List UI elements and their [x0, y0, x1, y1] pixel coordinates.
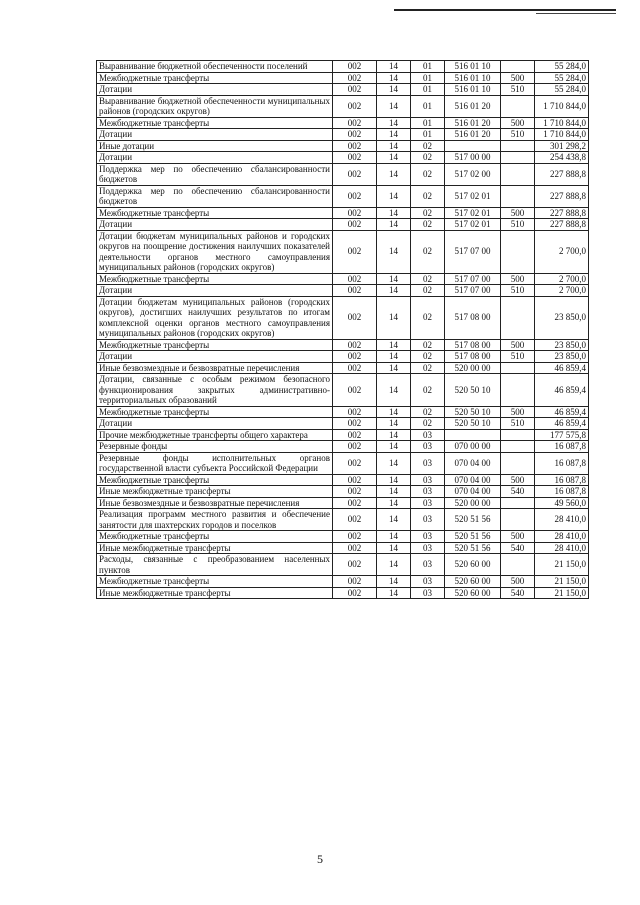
table-row [97, 362, 589, 374]
row-subsection-cell: 03 [411, 554, 445, 576]
row-amount-cell: 55 284,0 [535, 84, 589, 96]
row-target-article-cell: 517 07 00 [445, 273, 501, 285]
row-amount-cell: 1 710 844,0 [535, 95, 589, 117]
row-section-cell: 14 [377, 429, 411, 441]
row-subsection-cell: 01 [411, 117, 445, 129]
row-subsection-cell: 02 [411, 374, 445, 407]
row-expense-type-cell: 500 [501, 576, 535, 588]
row-amount-cell: 46 859,4 [535, 362, 589, 374]
row-expense-type-cell: 500 [501, 207, 535, 219]
row-expense-type-cell: 540 [501, 542, 535, 554]
row-ved-cell: 002 [333, 486, 377, 498]
row-subsection-cell: 02 [411, 219, 445, 231]
row-target-article-cell: 517 07 00 [445, 230, 501, 273]
row-name-cell: Поддержка мер по обеспечению сбалансированности бюджетов [97, 163, 333, 185]
row-target-article-cell: 516 01 10 [445, 72, 501, 84]
table-row [97, 509, 589, 531]
row-target-article-cell: 516 01 20 [445, 95, 501, 117]
row-ved-cell: 002 [333, 95, 377, 117]
table-row [97, 163, 589, 185]
row-ved-cell: 002 [333, 474, 377, 486]
budget-table [96, 60, 589, 599]
row-subsection-cell: 01 [411, 84, 445, 96]
row-target-article-cell [445, 140, 501, 152]
row-name-cell: Межбюджетные трансферты [97, 339, 333, 351]
row-amount-cell: 21 150,0 [535, 554, 589, 576]
row-expense-type-cell [501, 152, 535, 164]
row-target-article-cell: 070 04 00 [445, 452, 501, 474]
page-number: 5 [317, 852, 323, 866]
row-amount-cell: 16 087,8 [535, 486, 589, 498]
row-amount-cell: 16 087,8 [535, 441, 589, 453]
row-amount-cell: 1 710 844,0 [535, 117, 589, 129]
row-target-article-cell: 520 50 10 [445, 406, 501, 418]
row-amount-cell: 227 888,8 [535, 219, 589, 231]
row-ved-cell: 002 [333, 140, 377, 152]
row-amount-cell: 28 410,0 [535, 509, 589, 531]
row-section-cell: 14 [377, 117, 411, 129]
row-expense-type-cell [501, 497, 535, 509]
table-row [97, 140, 589, 152]
table-row [97, 273, 589, 285]
row-section-cell: 14 [377, 374, 411, 407]
row-subsection-cell: 02 [411, 140, 445, 152]
row-amount-cell: 46 859,4 [535, 374, 589, 407]
row-ved-cell: 002 [333, 374, 377, 407]
row-section-cell: 14 [377, 497, 411, 509]
row-target-article-cell [445, 429, 501, 441]
row-expense-type-cell [501, 230, 535, 273]
row-name-cell: Дотации [97, 285, 333, 297]
row-ved-cell: 002 [333, 285, 377, 297]
row-target-article-cell: 517 02 00 [445, 163, 501, 185]
table-row [97, 296, 589, 339]
row-subsection-cell: 02 [411, 285, 445, 297]
table-body [97, 61, 589, 599]
header-rule-thin [536, 13, 616, 14]
row-section-cell: 14 [377, 285, 411, 297]
row-ved-cell: 002 [333, 429, 377, 441]
table-row [97, 72, 589, 84]
row-expense-type-cell [501, 296, 535, 339]
row-ved-cell: 002 [333, 219, 377, 231]
row-target-article-cell: 517 08 00 [445, 351, 501, 363]
row-ved-cell: 002 [333, 351, 377, 363]
row-section-cell: 14 [377, 95, 411, 117]
row-expense-type-cell: 500 [501, 339, 535, 351]
row-subsection-cell: 02 [411, 273, 445, 285]
row-ved-cell: 002 [333, 406, 377, 418]
row-expense-type-cell [501, 374, 535, 407]
row-amount-cell: 1 710 844,0 [535, 129, 589, 141]
row-section-cell: 14 [377, 61, 411, 73]
row-section-cell: 14 [377, 542, 411, 554]
row-subsection-cell: 03 [411, 542, 445, 554]
row-name-cell: Иные безвозмездные и безвозвратные перечисления [97, 362, 333, 374]
row-expense-type-cell: 500 [501, 72, 535, 84]
row-name-cell: Дотации, связанные с особым режимом безопасного функционирования закрытых административно-территориальных образований [97, 374, 333, 407]
row-amount-cell: 227 888,8 [535, 185, 589, 207]
row-name-cell: Реализация программ местного развития и обеспечение занятости для шахтерских городов и поселков [97, 509, 333, 531]
row-expense-type-cell: 510 [501, 351, 535, 363]
row-section-cell: 14 [377, 576, 411, 588]
row-name-cell: Иные межбюджетные трансферты [97, 486, 333, 498]
table-row [97, 117, 589, 129]
row-subsection-cell: 02 [411, 339, 445, 351]
row-expense-type-cell [501, 452, 535, 474]
row-subsection-cell: 02 [411, 362, 445, 374]
row-section-cell: 14 [377, 163, 411, 185]
row-expense-type-cell [501, 362, 535, 374]
row-amount-cell: 254 438,8 [535, 152, 589, 164]
row-target-article-cell: 517 02 01 [445, 185, 501, 207]
table-row [97, 406, 589, 418]
row-name-cell: Резервные фонды [97, 441, 333, 453]
row-name-cell: Иные дотации [97, 140, 333, 152]
row-name-cell: Дотации [97, 219, 333, 231]
row-target-article-cell: 517 08 00 [445, 296, 501, 339]
row-ved-cell: 002 [333, 185, 377, 207]
row-expense-type-cell: 510 [501, 129, 535, 141]
row-target-article-cell: 517 08 00 [445, 339, 501, 351]
row-name-cell: Дотации [97, 418, 333, 430]
row-subsection-cell: 02 [411, 351, 445, 363]
row-section-cell: 14 [377, 587, 411, 599]
row-name-cell: Прочие межбюджетные трансферты общего характера [97, 429, 333, 441]
row-section-cell: 14 [377, 486, 411, 498]
row-target-article-cell: 520 60 00 [445, 576, 501, 588]
row-amount-cell: 177 575,8 [535, 429, 589, 441]
row-expense-type-cell: 500 [501, 406, 535, 418]
row-target-article-cell: 516 01 20 [445, 117, 501, 129]
row-section-cell: 14 [377, 441, 411, 453]
table-row [97, 339, 589, 351]
table-row [97, 185, 589, 207]
row-section-cell: 14 [377, 452, 411, 474]
row-section-cell: 14 [377, 296, 411, 339]
row-target-article-cell: 517 02 01 [445, 207, 501, 219]
row-amount-cell: 55 284,0 [535, 72, 589, 84]
row-amount-cell: 227 888,8 [535, 163, 589, 185]
row-section-cell: 14 [377, 140, 411, 152]
row-section-cell: 14 [377, 509, 411, 531]
row-ved-cell: 002 [333, 163, 377, 185]
row-section-cell: 14 [377, 152, 411, 164]
row-target-article-cell: 520 00 00 [445, 362, 501, 374]
row-section-cell: 14 [377, 362, 411, 374]
row-section-cell: 14 [377, 273, 411, 285]
row-target-article-cell: 520 00 00 [445, 497, 501, 509]
row-subsection-cell: 02 [411, 163, 445, 185]
row-name-cell: Дотации [97, 351, 333, 363]
table-row [97, 497, 589, 509]
header-rule [394, 9, 616, 11]
row-ved-cell: 002 [333, 339, 377, 351]
row-section-cell: 14 [377, 418, 411, 430]
table-row [97, 152, 589, 164]
row-target-article-cell: 070 00 00 [445, 441, 501, 453]
row-expense-type-cell: 510 [501, 285, 535, 297]
row-name-cell: Межбюджетные трансферты [97, 576, 333, 588]
row-ved-cell: 002 [333, 587, 377, 599]
table-row [97, 554, 589, 576]
row-subsection-cell: 02 [411, 152, 445, 164]
row-amount-cell: 21 150,0 [535, 587, 589, 599]
table-row [97, 587, 589, 599]
row-name-cell: Расходы, связанные с преобразованием населенных пунктов [97, 554, 333, 576]
row-target-article-cell: 516 01 20 [445, 129, 501, 141]
row-section-cell: 14 [377, 84, 411, 96]
row-subsection-cell: 01 [411, 129, 445, 141]
row-target-article-cell: 516 01 10 [445, 61, 501, 73]
row-name-cell: Межбюджетные трансферты [97, 207, 333, 219]
row-ved-cell: 002 [333, 152, 377, 164]
row-amount-cell: 21 150,0 [535, 576, 589, 588]
row-name-cell: Резервные фонды исполнительных органов государственной власти субъекта Российской Федерации [97, 452, 333, 474]
row-subsection-cell: 03 [411, 531, 445, 543]
row-target-article-cell: 517 00 00 [445, 152, 501, 164]
row-expense-type-cell [501, 61, 535, 73]
row-subsection-cell: 02 [411, 296, 445, 339]
table-row [97, 285, 589, 297]
row-target-article-cell: 070 04 00 [445, 474, 501, 486]
row-amount-cell: 16 087,8 [535, 474, 589, 486]
table-row [97, 84, 589, 96]
table-row [97, 374, 589, 407]
row-section-cell: 14 [377, 531, 411, 543]
row-name-cell: Выравнивание бюджетной обеспеченности муниципальных районов (городских округов) [97, 95, 333, 117]
row-ved-cell: 002 [333, 531, 377, 543]
row-target-article-cell: 520 60 00 [445, 554, 501, 576]
row-amount-cell: 28 410,0 [535, 531, 589, 543]
row-ved-cell: 002 [333, 441, 377, 453]
row-name-cell: Межбюджетные трансферты [97, 72, 333, 84]
row-ved-cell: 002 [333, 61, 377, 73]
row-expense-type-cell [501, 441, 535, 453]
row-name-cell: Дотации бюджетам муниципальных районов и городских округов на поощрение достижения наилучших показателей деятельности органов местного самоуправления муниципальных районов (городских округов) [97, 230, 333, 273]
row-expense-type-cell [501, 140, 535, 152]
row-subsection-cell: 03 [411, 576, 445, 588]
row-expense-type-cell [501, 429, 535, 441]
row-ved-cell: 002 [333, 296, 377, 339]
row-subsection-cell: 02 [411, 230, 445, 273]
table-row [97, 95, 589, 117]
row-expense-type-cell [501, 554, 535, 576]
row-ved-cell: 002 [333, 509, 377, 531]
row-expense-type-cell: 500 [501, 531, 535, 543]
table-row [97, 230, 589, 273]
row-amount-cell: 2 700,0 [535, 285, 589, 297]
row-section-cell: 14 [377, 351, 411, 363]
table-row [97, 418, 589, 430]
row-subsection-cell: 01 [411, 72, 445, 84]
row-section-cell: 14 [377, 230, 411, 273]
row-subsection-cell: 01 [411, 95, 445, 117]
table-row [97, 441, 589, 453]
row-expense-type-cell [501, 185, 535, 207]
row-subsection-cell: 03 [411, 486, 445, 498]
row-ved-cell: 002 [333, 207, 377, 219]
row-ved-cell: 002 [333, 117, 377, 129]
row-expense-type-cell: 500 [501, 273, 535, 285]
row-name-cell: Иные межбюджетные трансферты [97, 587, 333, 599]
row-amount-cell: 28 410,0 [535, 542, 589, 554]
table-row [97, 576, 589, 588]
row-name-cell: Иные межбюджетные трансферты [97, 542, 333, 554]
row-target-article-cell: 520 60 00 [445, 587, 501, 599]
row-section-cell: 14 [377, 72, 411, 84]
row-expense-type-cell: 500 [501, 117, 535, 129]
row-target-article-cell: 520 51 56 [445, 509, 501, 531]
row-subsection-cell: 03 [411, 509, 445, 531]
row-subsection-cell: 03 [411, 474, 445, 486]
table-row [97, 61, 589, 73]
row-section-cell: 14 [377, 207, 411, 219]
row-ved-cell: 002 [333, 554, 377, 576]
row-expense-type-cell: 510 [501, 84, 535, 96]
row-name-cell: Дотации [97, 129, 333, 141]
row-section-cell: 14 [377, 339, 411, 351]
row-ved-cell: 002 [333, 129, 377, 141]
row-name-cell: Межбюджетные трансферты [97, 474, 333, 486]
row-ved-cell: 002 [333, 230, 377, 273]
table-row [97, 531, 589, 543]
row-amount-cell: 46 859,4 [535, 418, 589, 430]
row-subsection-cell: 03 [411, 452, 445, 474]
row-expense-type-cell: 540 [501, 587, 535, 599]
row-amount-cell: 23 850,0 [535, 296, 589, 339]
row-expense-type-cell: 510 [501, 418, 535, 430]
row-amount-cell: 46 859,4 [535, 406, 589, 418]
row-amount-cell: 301 298,2 [535, 140, 589, 152]
row-name-cell: Межбюджетные трансферты [97, 117, 333, 129]
row-name-cell: Поддержка мер по обеспечению сбалансированности бюджетов [97, 185, 333, 207]
row-section-cell: 14 [377, 406, 411, 418]
row-target-article-cell: 520 51 56 [445, 542, 501, 554]
row-name-cell: Дотации [97, 84, 333, 96]
row-subsection-cell: 03 [411, 497, 445, 509]
row-name-cell: Иные безвозмездные и безвозвратные перечисления [97, 497, 333, 509]
row-target-article-cell: 516 01 10 [445, 84, 501, 96]
row-name-cell: Дотации [97, 152, 333, 164]
row-name-cell: Выравнивание бюджетной обеспеченности поселений [97, 61, 333, 73]
row-target-article-cell: 070 04 00 [445, 486, 501, 498]
row-name-cell: Дотации бюджетам муниципальных районов (городских округов), достигших наилучших результатов по итогам комплексной оценки органов местного самоуправления муниципальных районов (городских округов) [97, 296, 333, 339]
row-ved-cell: 002 [333, 273, 377, 285]
row-name-cell: Межбюджетные трансферты [97, 531, 333, 543]
row-target-article-cell: 517 02 01 [445, 219, 501, 231]
row-ved-cell: 002 [333, 542, 377, 554]
row-name-cell: Межбюджетные трансферты [97, 406, 333, 418]
row-expense-type-cell: 500 [501, 474, 535, 486]
row-subsection-cell: 02 [411, 418, 445, 430]
row-amount-cell: 23 850,0 [535, 339, 589, 351]
row-section-cell: 14 [377, 554, 411, 576]
row-subsection-cell: 02 [411, 207, 445, 219]
row-target-article-cell: 520 51 56 [445, 531, 501, 543]
table-row [97, 452, 589, 474]
row-subsection-cell: 03 [411, 441, 445, 453]
table-row [97, 429, 589, 441]
table-row [97, 351, 589, 363]
row-subsection-cell: 03 [411, 429, 445, 441]
row-ved-cell: 002 [333, 72, 377, 84]
row-subsection-cell: 01 [411, 61, 445, 73]
row-expense-type-cell [501, 95, 535, 117]
row-section-cell: 14 [377, 474, 411, 486]
table-row [97, 207, 589, 219]
row-amount-cell: 16 087,8 [535, 452, 589, 474]
table-row [97, 219, 589, 231]
row-subsection-cell: 02 [411, 406, 445, 418]
row-section-cell: 14 [377, 129, 411, 141]
row-amount-cell: 2 700,0 [535, 273, 589, 285]
row-target-article-cell: 520 50 10 [445, 418, 501, 430]
row-ved-cell: 002 [333, 418, 377, 430]
table-row [97, 486, 589, 498]
table-row [97, 474, 589, 486]
row-target-article-cell: 520 50 10 [445, 374, 501, 407]
row-ved-cell: 002 [333, 576, 377, 588]
row-ved-cell: 002 [333, 452, 377, 474]
table-row [97, 542, 589, 554]
row-ved-cell: 002 [333, 362, 377, 374]
row-subsection-cell: 03 [411, 587, 445, 599]
row-section-cell: 14 [377, 219, 411, 231]
row-amount-cell: 55 284,0 [535, 61, 589, 73]
row-expense-type-cell [501, 163, 535, 185]
row-expense-type-cell: 510 [501, 219, 535, 231]
row-ved-cell: 002 [333, 497, 377, 509]
row-subsection-cell: 02 [411, 185, 445, 207]
row-amount-cell: 227 888,8 [535, 207, 589, 219]
row-amount-cell: 2 700,0 [535, 230, 589, 273]
row-expense-type-cell: 540 [501, 486, 535, 498]
row-name-cell: Межбюджетные трансферты [97, 273, 333, 285]
row-amount-cell: 49 560,0 [535, 497, 589, 509]
row-target-article-cell: 517 07 00 [445, 285, 501, 297]
table-row [97, 129, 589, 141]
row-expense-type-cell [501, 509, 535, 531]
row-amount-cell: 23 850,0 [535, 351, 589, 363]
row-section-cell: 14 [377, 185, 411, 207]
row-ved-cell: 002 [333, 84, 377, 96]
